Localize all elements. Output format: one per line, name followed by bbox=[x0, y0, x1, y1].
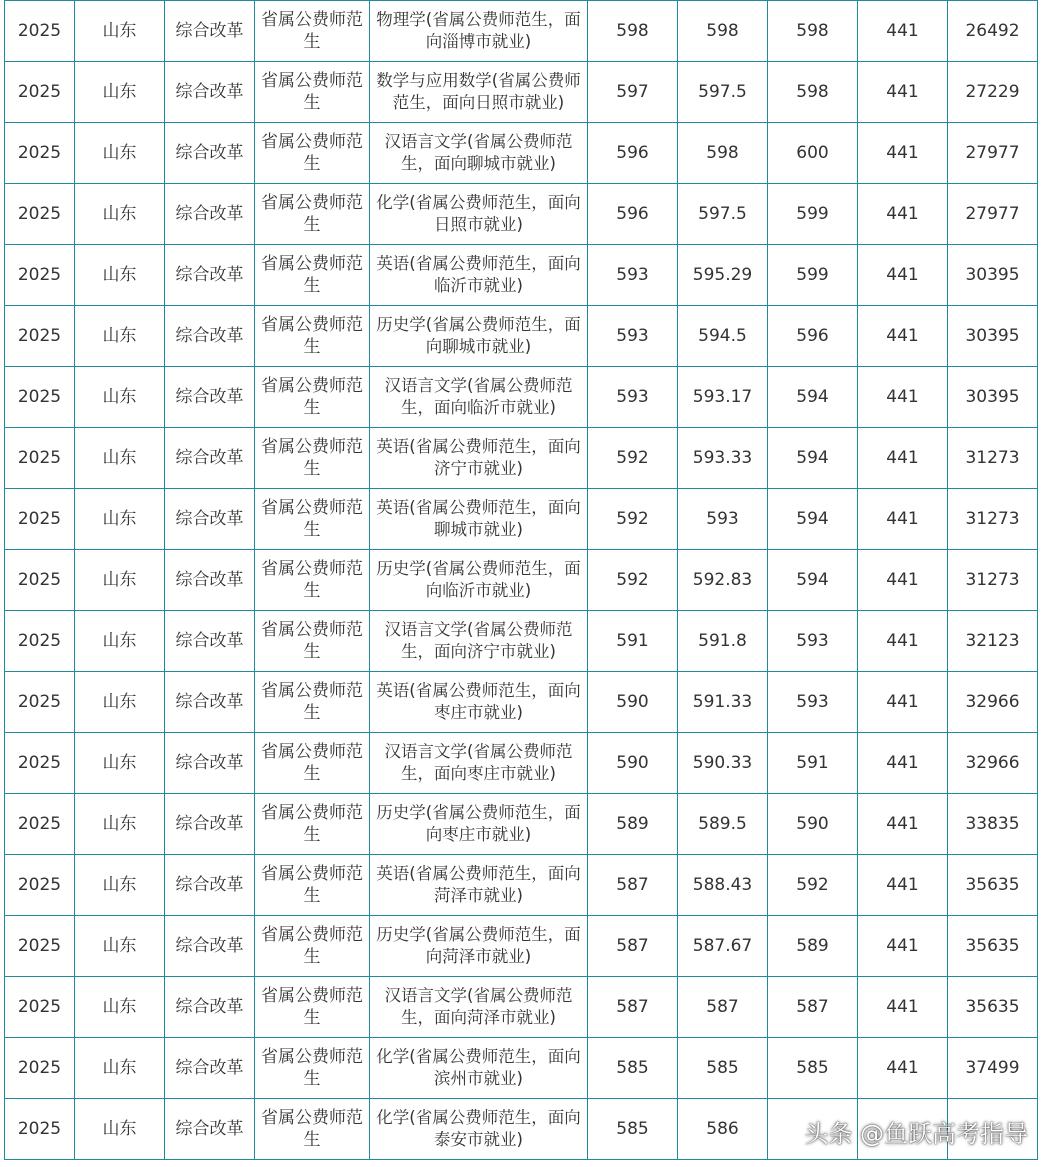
batch-cell: 省属公费师范生 bbox=[255, 733, 370, 794]
min-rank-cell: 33835 bbox=[948, 794, 1038, 855]
avg-score-cell: 598 bbox=[678, 1, 768, 62]
control-line-cell: 441 bbox=[858, 611, 948, 672]
max-score-cell: 594 bbox=[768, 367, 858, 428]
major-cell: 历史学(省属公费师范生，面向枣庄市就业) bbox=[370, 794, 588, 855]
category-cell: 综合改革 bbox=[165, 306, 255, 367]
avg-score-cell: 585 bbox=[678, 1038, 768, 1099]
min-score-cell: 585 bbox=[588, 1038, 678, 1099]
control-line-cell: 441 bbox=[858, 794, 948, 855]
min-rank-cell: 31273 bbox=[948, 428, 1038, 489]
table-row bbox=[5, 367, 1038, 428]
min-score-cell: 593 bbox=[588, 245, 678, 306]
major-cell: 汉语言文学(省属公费师范生，面向枣庄市就业) bbox=[370, 733, 588, 794]
control-line-cell: 441 bbox=[858, 916, 948, 977]
category-cell: 综合改革 bbox=[165, 916, 255, 977]
major-cell: 化学(省属公费师范生，面向滨州市就业) bbox=[370, 1038, 588, 1099]
major-cell: 历史学(省属公费师范生，面向聊城市就业) bbox=[370, 306, 588, 367]
avg-score-cell: 591.33 bbox=[678, 672, 768, 733]
min-rank-cell: 37499 bbox=[948, 1038, 1038, 1099]
batch-cell: 省属公费师范生 bbox=[255, 62, 370, 123]
min-score-cell: 591 bbox=[588, 611, 678, 672]
max-score-cell: 594 bbox=[768, 550, 858, 611]
control-line-cell: 441 bbox=[858, 977, 948, 1038]
province-cell: 山东 bbox=[75, 123, 165, 184]
control-line-cell: 441 bbox=[858, 1, 948, 62]
min-score-cell: 585 bbox=[588, 1099, 678, 1160]
year-cell: 2025 bbox=[5, 977, 75, 1038]
batch-cell: 省属公费师范生 bbox=[255, 245, 370, 306]
max-score-cell: 593 bbox=[768, 611, 858, 672]
category-cell: 综合改革 bbox=[165, 977, 255, 1038]
avg-score-cell: 598 bbox=[678, 123, 768, 184]
year-cell: 2025 bbox=[5, 306, 75, 367]
min-rank-cell: 27229 bbox=[948, 62, 1038, 123]
max-score-cell: 592 bbox=[768, 855, 858, 916]
category-cell: 综合改革 bbox=[165, 855, 255, 916]
min-score-cell: 590 bbox=[588, 672, 678, 733]
batch-cell: 省属公费师范生 bbox=[255, 977, 370, 1038]
province-cell: 山东 bbox=[75, 855, 165, 916]
min-score-cell: 589 bbox=[588, 794, 678, 855]
batch-cell: 省属公费师范生 bbox=[255, 611, 370, 672]
table-row bbox=[5, 123, 1038, 184]
batch-cell: 省属公费师范生 bbox=[255, 367, 370, 428]
table-row bbox=[5, 916, 1038, 977]
avg-score-cell: 597.5 bbox=[678, 62, 768, 123]
year-cell: 2025 bbox=[5, 733, 75, 794]
batch-cell: 省属公费师范生 bbox=[255, 1, 370, 62]
min-score-cell: 587 bbox=[588, 916, 678, 977]
control-line-cell: 441 bbox=[858, 123, 948, 184]
min-rank-cell: 31273 bbox=[948, 550, 1038, 611]
control-line-cell: 441 bbox=[858, 855, 948, 916]
province-cell: 山东 bbox=[75, 306, 165, 367]
table-row bbox=[5, 733, 1038, 794]
category-cell: 综合改革 bbox=[165, 1099, 255, 1160]
table-row bbox=[5, 611, 1038, 672]
province-cell: 山东 bbox=[75, 916, 165, 977]
min-rank-cell: 32966 bbox=[948, 672, 1038, 733]
max-score-cell: 585 bbox=[768, 1038, 858, 1099]
major-cell: 汉语言文学(省属公费师范生，面向聊城市就业) bbox=[370, 123, 588, 184]
batch-cell: 省属公费师范生 bbox=[255, 306, 370, 367]
max-score-cell: 598 bbox=[768, 62, 858, 123]
year-cell: 2025 bbox=[5, 855, 75, 916]
min-rank-cell: 30395 bbox=[948, 306, 1038, 367]
batch-cell: 省属公费师范生 bbox=[255, 916, 370, 977]
batch-cell: 省属公费师范生 bbox=[255, 123, 370, 184]
table-row bbox=[5, 306, 1038, 367]
control-line-cell: 441 bbox=[858, 62, 948, 123]
year-cell: 2025 bbox=[5, 1099, 75, 1160]
province-cell: 山东 bbox=[75, 550, 165, 611]
table-row bbox=[5, 245, 1038, 306]
avg-score-cell: 593.17 bbox=[678, 367, 768, 428]
table-row bbox=[5, 184, 1038, 245]
year-cell: 2025 bbox=[5, 1, 75, 62]
control-line-cell: 441 bbox=[858, 367, 948, 428]
category-cell: 综合改革 bbox=[165, 1038, 255, 1099]
batch-cell: 省属公费师范生 bbox=[255, 855, 370, 916]
year-cell: 2025 bbox=[5, 672, 75, 733]
min-score-cell: 592 bbox=[588, 489, 678, 550]
avg-score-cell: 588.43 bbox=[678, 855, 768, 916]
major-cell: 汉语言文学(省属公费师范生，面向临沂市就业) bbox=[370, 367, 588, 428]
year-cell: 2025 bbox=[5, 428, 75, 489]
province-cell: 山东 bbox=[75, 733, 165, 794]
max-score-cell: 594 bbox=[768, 489, 858, 550]
year-cell: 2025 bbox=[5, 611, 75, 672]
category-cell: 综合改革 bbox=[165, 672, 255, 733]
year-cell: 2025 bbox=[5, 123, 75, 184]
max-score-cell: 593 bbox=[768, 672, 858, 733]
batch-cell: 省属公费师范生 bbox=[255, 550, 370, 611]
min-score-cell: 592 bbox=[588, 428, 678, 489]
min-rank-cell: 32966 bbox=[948, 733, 1038, 794]
batch-cell: 省属公费师范生 bbox=[255, 184, 370, 245]
avg-score-cell: 587.67 bbox=[678, 916, 768, 977]
major-cell: 英语(省属公费师范生，面向菏泽市就业) bbox=[370, 855, 588, 916]
avg-score-cell: 594.5 bbox=[678, 306, 768, 367]
max-score-cell: 599 bbox=[768, 184, 858, 245]
province-cell: 山东 bbox=[75, 367, 165, 428]
control-line-cell: 441 bbox=[858, 672, 948, 733]
category-cell: 综合改革 bbox=[165, 1, 255, 62]
year-cell: 2025 bbox=[5, 794, 75, 855]
category-cell: 综合改革 bbox=[165, 611, 255, 672]
major-cell: 英语(省属公费师范生，面向济宁市就业) bbox=[370, 428, 588, 489]
table-row bbox=[5, 550, 1038, 611]
min-rank-cell: 35635 bbox=[948, 977, 1038, 1038]
admission-scores-table bbox=[4, 0, 1038, 1160]
min-rank-cell: 27977 bbox=[948, 123, 1038, 184]
avg-score-cell: 595.29 bbox=[678, 245, 768, 306]
watermark-text: 头条 @鱼跃高考指导 bbox=[804, 1120, 1028, 1148]
min-rank-cell: 27977 bbox=[948, 184, 1038, 245]
table-row bbox=[5, 1, 1038, 62]
category-cell: 综合改革 bbox=[165, 62, 255, 123]
avg-score-cell: 586 bbox=[678, 1099, 768, 1160]
control-line-cell: 441 bbox=[858, 245, 948, 306]
year-cell: 2025 bbox=[5, 489, 75, 550]
min-rank-cell: 35635 bbox=[948, 855, 1038, 916]
year-cell: 2025 bbox=[5, 916, 75, 977]
avg-score-cell: 593.33 bbox=[678, 428, 768, 489]
province-cell: 山东 bbox=[75, 184, 165, 245]
major-cell: 英语(省属公费师范生，面向枣庄市就业) bbox=[370, 672, 588, 733]
province-cell: 山东 bbox=[75, 611, 165, 672]
control-line-cell: 441 bbox=[858, 184, 948, 245]
major-cell: 化学(省属公费师范生，面向泰安市就业) bbox=[370, 1099, 588, 1160]
province-cell: 山东 bbox=[75, 245, 165, 306]
avg-score-cell: 587 bbox=[678, 977, 768, 1038]
min-rank-cell: 30395 bbox=[948, 367, 1038, 428]
province-cell: 山东 bbox=[75, 977, 165, 1038]
category-cell: 综合改革 bbox=[165, 367, 255, 428]
category-cell: 综合改革 bbox=[165, 733, 255, 794]
max-score-cell: 598 bbox=[768, 1, 858, 62]
year-cell: 2025 bbox=[5, 550, 75, 611]
table-row bbox=[5, 977, 1038, 1038]
batch-cell: 省属公费师范生 bbox=[255, 672, 370, 733]
table-body bbox=[5, 1, 1038, 1160]
major-cell: 化学(省属公费师范生，面向日照市就业) bbox=[370, 184, 588, 245]
batch-cell: 省属公费师范生 bbox=[255, 1099, 370, 1160]
min-score-cell: 592 bbox=[588, 550, 678, 611]
major-cell: 数学与应用数学(省属公费师范生，面向日照市就业) bbox=[370, 62, 588, 123]
table-row bbox=[5, 855, 1038, 916]
max-score-cell: 590 bbox=[768, 794, 858, 855]
province-cell: 山东 bbox=[75, 1099, 165, 1160]
max-score-cell: 600 bbox=[768, 123, 858, 184]
min-score-cell: 596 bbox=[588, 123, 678, 184]
category-cell: 综合改革 bbox=[165, 550, 255, 611]
table-row bbox=[5, 62, 1038, 123]
batch-cell: 省属公费师范生 bbox=[255, 794, 370, 855]
year-cell: 2025 bbox=[5, 184, 75, 245]
province-cell: 山东 bbox=[75, 1, 165, 62]
category-cell: 综合改革 bbox=[165, 184, 255, 245]
province-cell: 山东 bbox=[75, 489, 165, 550]
min-rank-cell: 26492 bbox=[948, 1, 1038, 62]
province-cell: 山东 bbox=[75, 1038, 165, 1099]
avg-score-cell: 590.33 bbox=[678, 733, 768, 794]
min-score-cell: 593 bbox=[588, 306, 678, 367]
table-row bbox=[5, 489, 1038, 550]
category-cell: 综合改革 bbox=[165, 489, 255, 550]
category-cell: 综合改革 bbox=[165, 245, 255, 306]
max-score-cell: 587 bbox=[768, 977, 858, 1038]
control-line-cell: 441 bbox=[858, 428, 948, 489]
min-rank-cell: 30395 bbox=[948, 245, 1038, 306]
control-line-cell: 441 bbox=[858, 733, 948, 794]
min-rank-cell: 32123 bbox=[948, 611, 1038, 672]
province-cell: 山东 bbox=[75, 428, 165, 489]
min-score-cell: 590 bbox=[588, 733, 678, 794]
max-score-cell: 589 bbox=[768, 916, 858, 977]
category-cell: 综合改革 bbox=[165, 428, 255, 489]
max-score-cell: 596 bbox=[768, 306, 858, 367]
category-cell: 综合改革 bbox=[165, 794, 255, 855]
major-cell: 英语(省属公费师范生，面向临沂市就业) bbox=[370, 245, 588, 306]
table-row bbox=[5, 794, 1038, 855]
province-cell: 山东 bbox=[75, 672, 165, 733]
batch-cell: 省属公费师范生 bbox=[255, 1038, 370, 1099]
avg-score-cell: 597.5 bbox=[678, 184, 768, 245]
min-rank-cell: 31273 bbox=[948, 489, 1038, 550]
control-line-cell: 441 bbox=[858, 550, 948, 611]
major-cell: 历史学(省属公费师范生，面向菏泽市就业) bbox=[370, 916, 588, 977]
max-score-cell: 591 bbox=[768, 733, 858, 794]
year-cell: 2025 bbox=[5, 367, 75, 428]
batch-cell: 省属公费师范生 bbox=[255, 489, 370, 550]
min-score-cell: 598 bbox=[588, 1, 678, 62]
control-line-cell: 441 bbox=[858, 489, 948, 550]
min-rank-cell: 35635 bbox=[948, 916, 1038, 977]
province-cell: 山东 bbox=[75, 794, 165, 855]
category-cell: 综合改革 bbox=[165, 123, 255, 184]
year-cell: 2025 bbox=[5, 62, 75, 123]
min-score-cell: 587 bbox=[588, 977, 678, 1038]
avg-score-cell: 592.83 bbox=[678, 550, 768, 611]
avg-score-cell: 589.5 bbox=[678, 794, 768, 855]
major-cell: 英语(省属公费师范生，面向聊城市就业) bbox=[370, 489, 588, 550]
major-cell: 物理学(省属公费师范生，面向淄博市就业) bbox=[370, 1, 588, 62]
province-cell: 山东 bbox=[75, 62, 165, 123]
table-row bbox=[5, 1038, 1038, 1099]
avg-score-cell: 591.8 bbox=[678, 611, 768, 672]
table-row bbox=[5, 672, 1038, 733]
min-score-cell: 593 bbox=[588, 367, 678, 428]
major-cell: 汉语言文学(省属公费师范生，面向菏泽市就业) bbox=[370, 977, 588, 1038]
min-score-cell: 596 bbox=[588, 184, 678, 245]
batch-cell: 省属公费师范生 bbox=[255, 428, 370, 489]
max-score-cell: 594 bbox=[768, 428, 858, 489]
min-score-cell: 587 bbox=[588, 855, 678, 916]
year-cell: 2025 bbox=[5, 1038, 75, 1099]
table-row bbox=[5, 428, 1038, 489]
min-score-cell: 597 bbox=[588, 62, 678, 123]
major-cell: 历史学(省属公费师范生，面向临沂市就业) bbox=[370, 550, 588, 611]
major-cell: 汉语言文学(省属公费师范生，面向济宁市就业) bbox=[370, 611, 588, 672]
control-line-cell: 441 bbox=[858, 1038, 948, 1099]
year-cell: 2025 bbox=[5, 245, 75, 306]
avg-score-cell: 593 bbox=[678, 489, 768, 550]
max-score-cell: 599 bbox=[768, 245, 858, 306]
control-line-cell: 441 bbox=[858, 306, 948, 367]
